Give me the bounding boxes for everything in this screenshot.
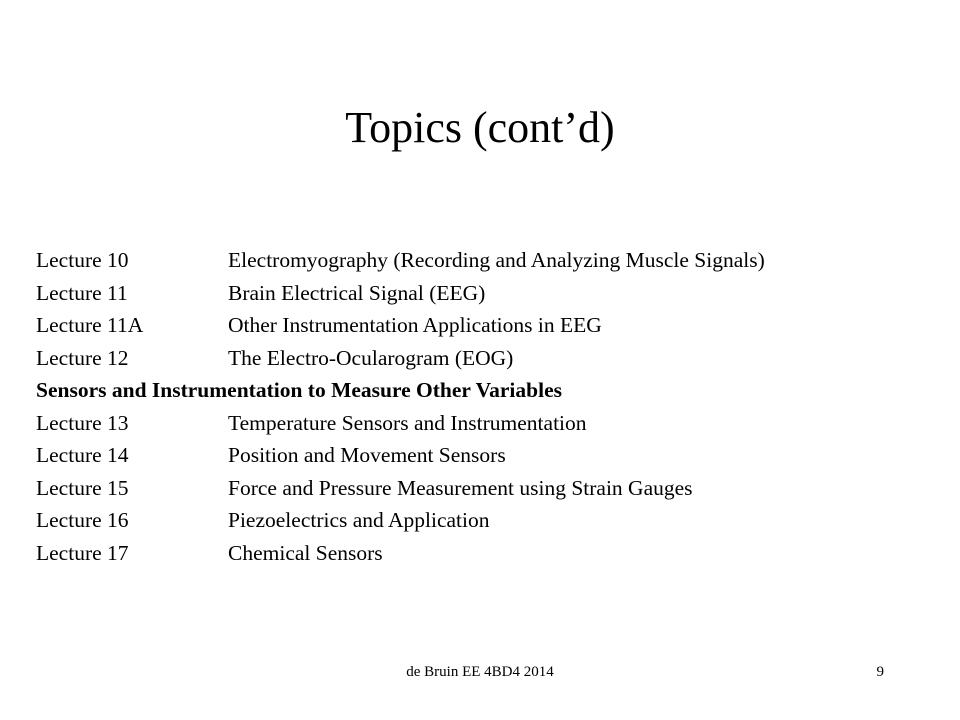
topic-row bbox=[36, 407, 936, 440]
slide-title: Topics (cont’d) bbox=[345, 103, 615, 152]
topic-row bbox=[36, 537, 936, 570]
page-number: 9 bbox=[876, 664, 884, 680]
lecture-description: Force and Pressure Measurement using Strain Gauges bbox=[228, 475, 693, 500]
section-heading: Sensors and Instrumentation to Measure Other Variables bbox=[36, 378, 562, 402]
lecture-description: The Electro-Ocularogram (EOG) bbox=[228, 345, 514, 370]
topic-row bbox=[36, 439, 936, 472]
lecture-number: Lecture 10 bbox=[36, 248, 129, 272]
topic-row bbox=[36, 244, 936, 277]
slide-footer: de Bruin EE 4BD4 2014 bbox=[406, 664, 554, 680]
lecture-description: Temperature Sensors and Instrumentation bbox=[228, 410, 587, 435]
lecture-description: Piezoelectrics and Application bbox=[228, 508, 490, 532]
lecture-number: Lecture 17 bbox=[36, 540, 129, 565]
lecture-number: Lecture 16 bbox=[36, 508, 129, 532]
topic-row bbox=[36, 504, 936, 537]
topic-row bbox=[36, 342, 936, 375]
lecture-number: Lecture 14 bbox=[36, 443, 129, 467]
lecture-number: Lecture 15 bbox=[36, 475, 129, 500]
topic-row bbox=[36, 277, 936, 310]
lecture-description: Electromyography (Recording and Analyzing Muscle Signals) bbox=[228, 248, 765, 272]
topics-list bbox=[36, 244, 936, 569]
lecture-description: Chemical Sensors bbox=[228, 540, 383, 565]
topic-row bbox=[36, 309, 936, 342]
lecture-number: Lecture 11A bbox=[36, 313, 144, 337]
topic-row bbox=[36, 472, 936, 505]
lecture-description: Brain Electrical Signal (EEG) bbox=[228, 280, 486, 305]
lecture-number: Lecture 12 bbox=[36, 345, 129, 370]
lecture-description: Other Instrumentation Applications in EEG bbox=[228, 313, 602, 337]
lecture-number: Lecture 11 bbox=[36, 280, 128, 305]
lecture-number: Lecture 13 bbox=[36, 410, 129, 435]
lecture-description: Position and Movement Sensors bbox=[228, 443, 506, 467]
